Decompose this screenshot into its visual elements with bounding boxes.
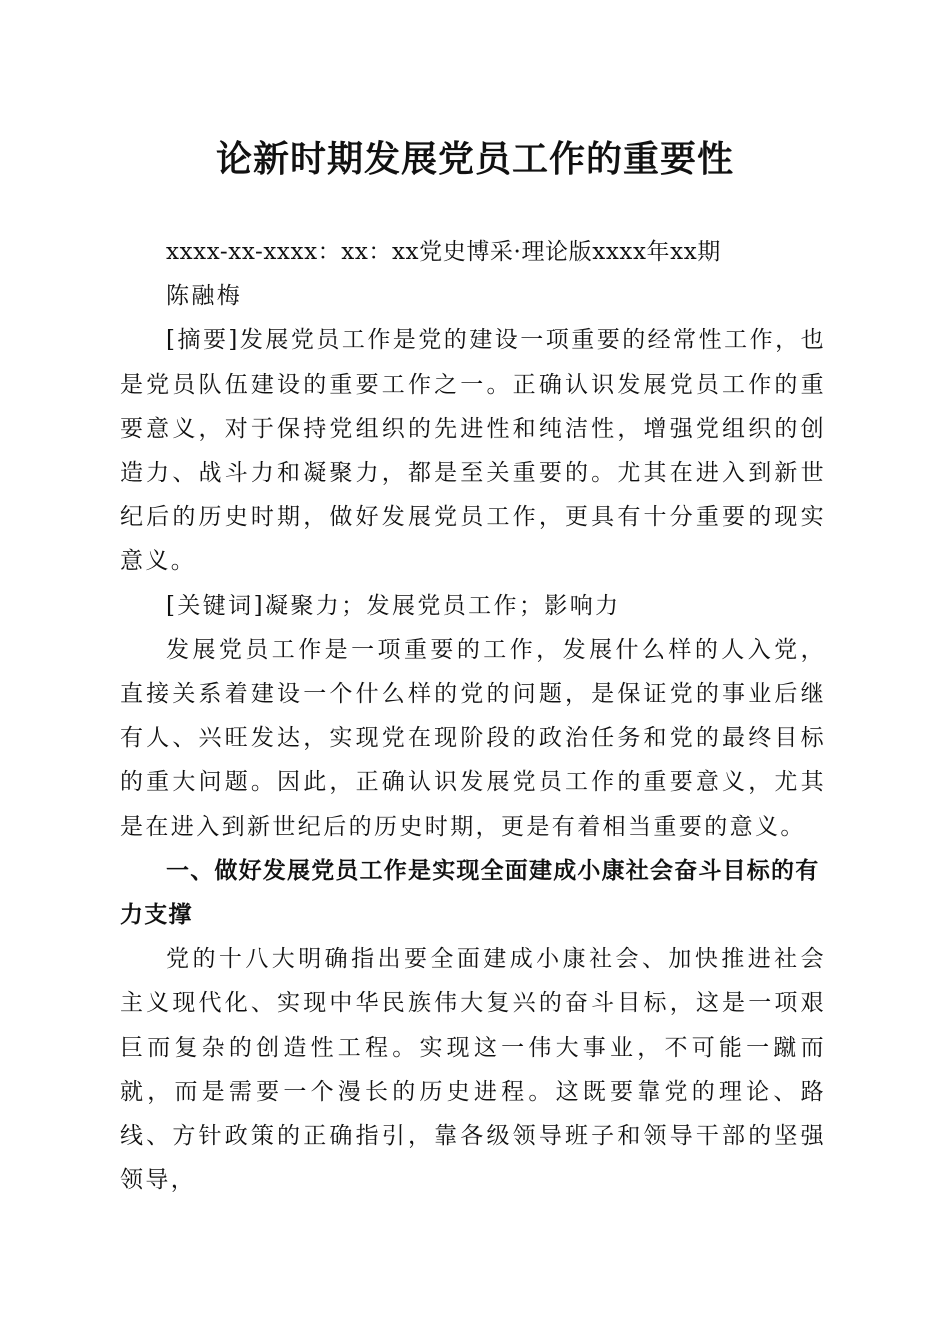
publication-meta: xxxx-xx-xxxx：xx：xx党史博采·理论版xxxx年xx期 — [166, 239, 721, 265]
author-name: 陈融梅 — [166, 283, 243, 310]
section-heading-1: 一、做好发展党员工作是实现全面建成小康社会奋斗目标的有力支撑 — [120, 857, 820, 929]
section-1-paragraph: 党的十八大明确指出要全面建成小康社会、加快推进社会主义现代化、实现中华民族伟大复兴的奋斗目标，这是一项艰巨而复杂的创造性工程。实现这一伟大事业，不可能一蹴而就，而是需要一个漫长的历史进程。这既要靠党的理论、路线、方针政策的正确指引，靠各级领导班子和领导干部的坚强领导， — [120, 946, 826, 1194]
document-body — [120, 230, 826, 1202]
keywords-line: [关键词]凝聚力；发展党员工作；影响力 — [166, 592, 621, 619]
document-title: 论新时期发展党员工作的重要性 — [215, 139, 734, 180]
intro-paragraph: 发展党员工作是一项重要的工作，发展什么样的人入党，直接关系着建设一个什么样的党的问题，是保证党的事业后继有人、兴旺发达，实现党在现阶段的政治任务和党的最终目标的重大问题。因此，正确认识发展党员工作的重要意义，尤其是在进入到新世纪后的历史时期，更是有着相当重要的意义。 — [120, 636, 826, 840]
abstract-paragraph: [摘要]发展党员工作是党的建设一项重要的经常性工作，也是党员队伍建设的重要工作之一。正确认识发展党员工作的重要意义，对于保持党组织的先进性和纯洁性，增强党组织的创造力、战斗力和凝聚力，都是至关重要的。尤其在进入到新世纪后的历史时期，做好发展党员工作，更具有十分重要的现实意义。 — [120, 327, 826, 575]
